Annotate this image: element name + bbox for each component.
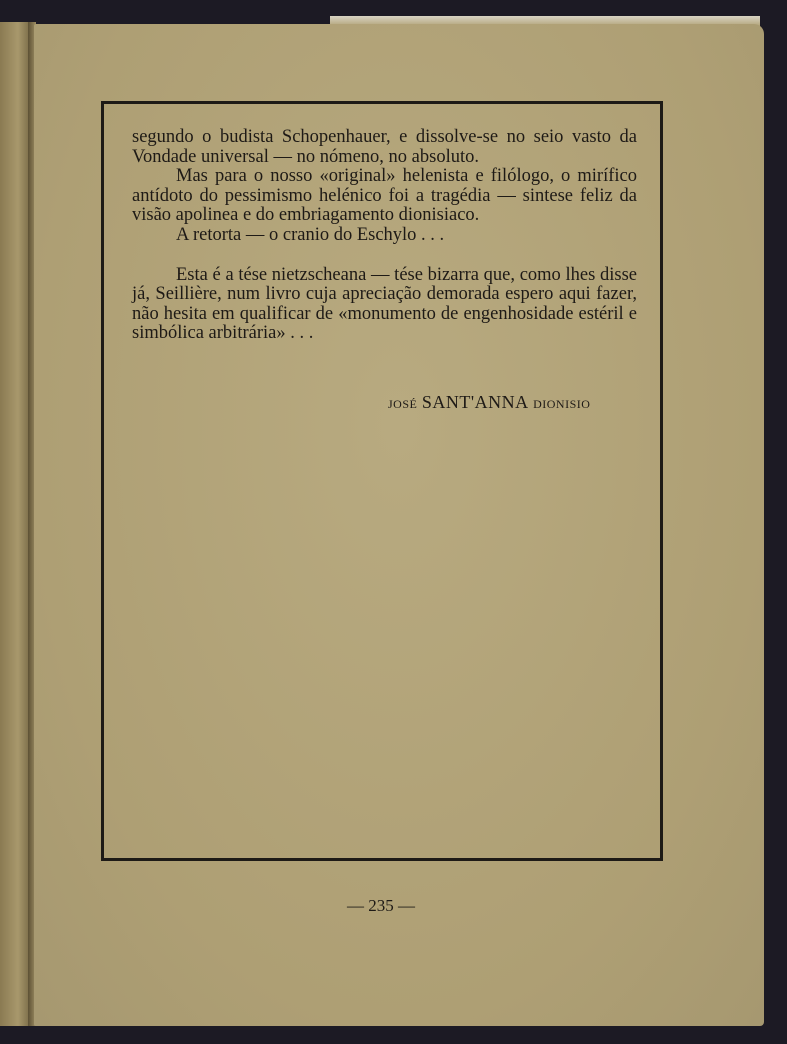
text-block (132, 128, 637, 344)
paragraph-1: segundo o budista Schopenhauer, e dissolve-se no seio vasto da Vondade universal — no nómeno, no absoluto. (132, 127, 637, 167)
signature-last-name: DIONISIO (533, 397, 591, 411)
signature-middle-name: SANT'ANNA (421, 392, 529, 412)
paragraph-2: Mas para o nosso «original» helenista e filólogo, o mirífico antídoto do pessimismo helénico foi a tragédia — sintese feliz da visão apolinea e do embriagamento dionisiaco. (132, 166, 637, 226)
paragraph-3: A retorta — o cranio do Eschylo . . . (176, 224, 445, 245)
author-signature (388, 392, 590, 413)
signature-first-name: JOSÉ (388, 397, 418, 411)
paragraph-4: Esta é a tése nietzscheana — tése bizarra que, como lhes disse já, Seillière, num livro cuja apreciação demorada espero aqui fazer, não hesita em qualificar de «monumento de engenhosidade estéril e simbólica arbitrária» . . . (132, 264, 637, 344)
page-number: — 235 — (347, 896, 415, 915)
left-page-edge (0, 22, 30, 1026)
